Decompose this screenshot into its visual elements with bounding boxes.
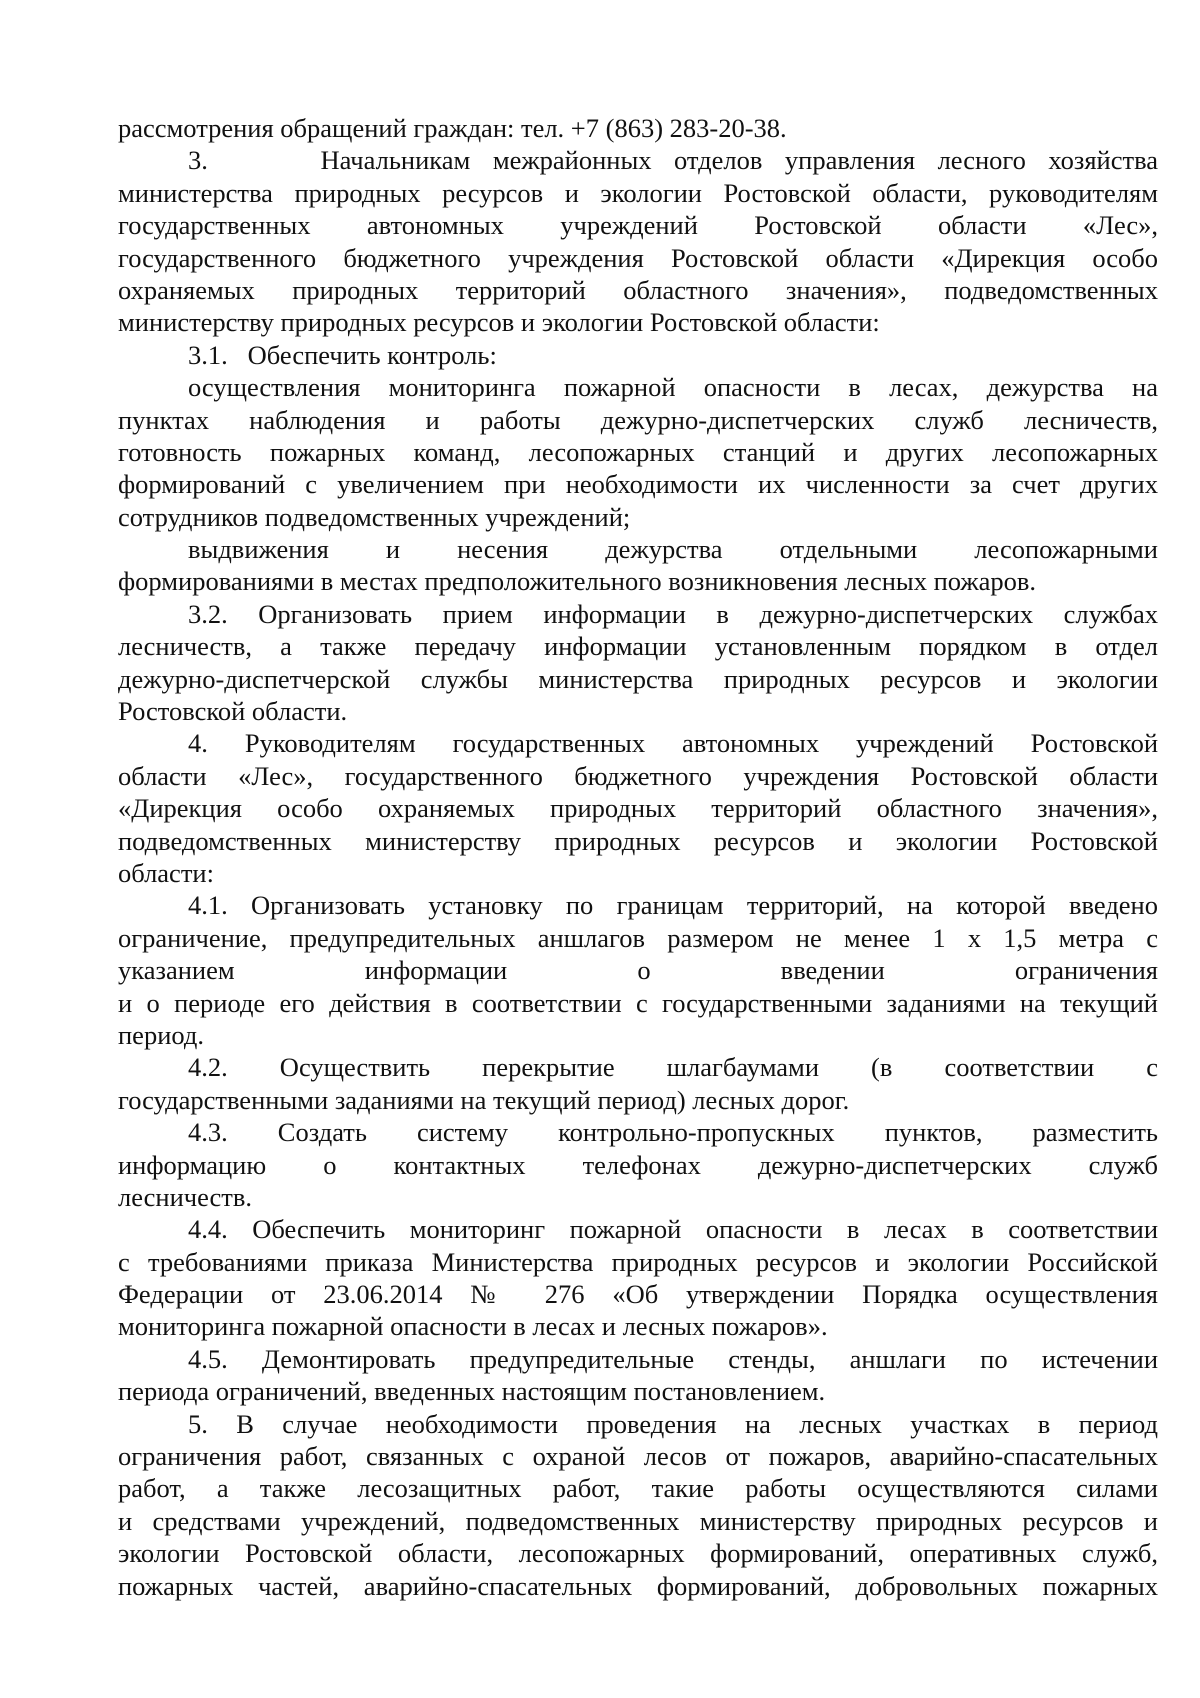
text-line: экологии Ростовской области, лесопожарных формирований, оперативных служб, [118,1538,1158,1569]
text-line: области «Лес», государственного бюджетного учреждения Ростовской области [118,760,1158,791]
text-line: 4.4. Обеспечить мониторинг пожарной опасности в лесах в соответствии [188,1214,1158,1245]
document-page [118,112,1158,1602]
text-line: формирований с увеличением при необходимости их численности за счет других [118,469,1158,500]
text-line: государственными заданиями на текущий период) лесных дорог. [118,1084,850,1115]
text-line: выдвижения и несения дежурства отдельными лесопожарными [188,534,1158,565]
text-line: 4. Руководителям государственных автономных учреждений Ростовской [188,728,1158,759]
text-line: охраняемых природных территорий областного значения», подведомственных [118,274,1158,305]
text-line: государственного бюджетного учреждения Ростовской области «Дирекция особо [118,242,1158,273]
text-line: лесничеств. [118,1181,253,1212]
text-line: 4.1. Организовать установку по границам территорий, на которой введено [188,890,1158,921]
text-line: информацию о контактных телефонах дежурно-диспетчерских служб [118,1149,1158,1180]
text-line: с требованиями приказа Министерства природных ресурсов и экологии Российской [118,1246,1158,1277]
text-line: «Дирекция особо охраняемых природных территорий областного значения», [118,793,1158,824]
text-line: указанием информации о введении ограничения [118,955,1158,986]
text-line: министерства природных ресурсов и экологии Ростовской области, руководителям [118,177,1158,208]
text-line: 4.5. Демонтировать предупредительные стенды, аншлаги по истечении [188,1343,1158,1374]
text-line: периода ограничений, введенных настоящим постановлением. [118,1376,826,1407]
text-line: и средствами учреждений, подведомственных министерству природных ресурсов и [118,1505,1158,1536]
text-line: работ, а также лесозащитных работ, такие работы осуществляются силами [118,1473,1158,1504]
text-line: период. [118,1019,204,1050]
text-line: дежурно-диспетчерской службы министерства природных ресурсов и экологии [118,663,1158,694]
text-line: Ростовской области. [118,696,348,727]
text-line: формированиями в местах предположительного возникновения лесных пожаров. [118,566,1037,597]
text-line: 4.3. Создать систему контрольно-пропускных пунктов, разместить [188,1117,1158,1148]
text-line: пожарных частей, аварийно-спасательных формирований, добровольных пожарных [118,1570,1158,1601]
text-line: сотрудников подведомственных учреждений; [118,501,631,532]
text-line: ограничение, предупредительных аншлагов размером не менее 1 х 1,5 метра с [118,922,1158,953]
text-line: Федерации от 23.06.2014 № 276 «Об утверждении Порядка осуществления [118,1279,1158,1310]
text-line: 5. В случае необходимости проведения на лесных участках в период [188,1408,1158,1439]
text-line: 3.1. Обеспечить контроль: [188,339,497,370]
text-line: пунктах наблюдения и работы дежурно-диспетчерских служб лесничеств, [118,404,1158,435]
text-line: 4.2. Осуществить перекрытие шлагбаумами (в соответствии с [188,1052,1158,1083]
text-line: готовность пожарных команд, лесопожарных станций и других лесопожарных [118,436,1158,467]
text-line: государственных автономных учреждений Ростовской области «Лес», [118,210,1158,241]
text-line: подведомственных министерству природных ресурсов и экологии Ростовской [118,825,1158,856]
text-line: и о периоде его действия в соответствии с государственными заданиями на текущий [118,987,1158,1018]
text-line: 3. Начальникам межрайонных отделов управления лесного хозяйства [188,145,1158,176]
text-line: рассмотрения обращений граждан: тел. +7 (863) 283-20-38. [118,113,787,143]
text-line: мониторинга пожарной опасности в лесах и лесных пожаров». [118,1311,828,1342]
text-line: осуществления мониторинга пожарной опасности в лесах, дежурства на [188,372,1158,403]
text-line: ограничения работ, связанных с охраной лесов от пожаров, аварийно-спасательных [118,1441,1158,1472]
text-line: министерству природных ресурсов и экологии Ростовской области: [118,307,880,338]
text-line: 3.2. Организовать прием информации в дежурно-диспетчерских службах [188,598,1158,629]
text-line: области: [118,857,214,888]
text-line: лесничеств, а также передачу информации установленным порядком в отдел [118,631,1158,662]
